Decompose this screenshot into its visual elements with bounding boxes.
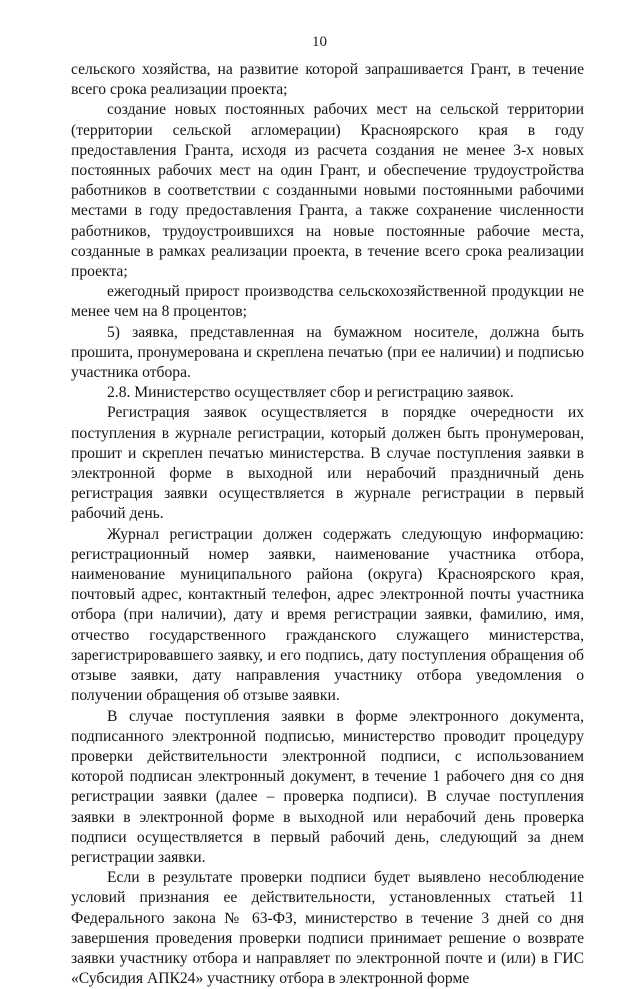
paragraph-item-5: 5) заявка, представленная на бумажном носителе, должна быть прошита, пронумерована и скреплена печатью (при ее наличии) и подписью участника отбора.: [71, 323, 584, 382]
page-number: 10: [312, 34, 327, 50]
paragraph-production-growth: ежегодный прирост производства сельскохозяйственной продукции не менее чем на 8 процентов;: [71, 283, 584, 321]
document-body: [71, 60, 584, 989]
paragraph-registration: Регистрация заявок осуществляется в порядке очередности их поступления в журнале регистрации, который должен быть пронумерован, прошит и скреплен печатью министерства. В случае поступления заявки в электронной форме в выходной или нерабочий праздничный день регистрация заявки осуществляется в журнале регистрации в первый рабочий день.: [71, 404, 584, 523]
paragraph-section-2-8: 2.8. Министерство осуществляет сбор и регистрацию заявок.: [107, 384, 514, 402]
paragraph-continuation: сельского хозяйства, на развитие которой запрашивается Грант, в течение всего срока реализации проекта;: [71, 61, 584, 99]
paragraph-signature-invalid: Если в результате проверки подписи будет выявлено несоблюдение условий признания ее действительности, установленных статьей 11 Федерального закона № 63-ФЗ, министерство в течение 3 дней со дня завершения проведения проверки подписи принимает решение о возврате заявки участнику отбора и направляет по электронной почте и (или) в ГИС «Субсидия АПК24» участнику отбора в электронной форме: [71, 869, 584, 988]
paragraph-signature-check: В случае поступления заявки в форме электронного документа, подписанного электронной подписью, министерство проводит процедуру проверки действительности электронной подписи, с использованием которой подписан электронный документ, в течение 1 рабочего дня со дня регистрации заявки (далее – проверка подписи). В случае поступления заявки в электронной форме в выходной или нерабочий день проверка подписи осуществляется в первый рабочий день, следующий за днем регистрации заявки.: [71, 707, 584, 866]
paragraph-journal: Журнал регистрации должен содержать следующую информацию: регистрационный номер заявки, наименование участника отбора, наименование муниципального района (округа) Красноярского края, почтовый адрес, контактный телефон, адрес электронной почты участника отбора (при наличии), дату и время регистрации заявки, фамилию, имя, отчество государственного гражданского служащего министерства, зарегистрировавшего заявку, и его подпись, дату поступления обращения об отзыве заявки, дату направления участнику отбора уведомления о получении обращения об отзыве заявки.: [71, 525, 584, 705]
paragraph-new-jobs: создание новых постоянных рабочих мест на сельской территории (территории сельской агломерации) Красноярского края в году предоставления Гранта, исходя из расчета создания не менее 3-х новых постоянных рабочих мест на один Грант, и обеспечение трудоустройства работников в соответствии с созданными новыми постоянными рабочими местами в году предоставления Гранта, а также сохранение численности работников, трудоустроившихся на новые постоянные рабочие места, созданные в рамках реализации проекта, в течение всего срока реализации проекта;: [71, 101, 584, 281]
